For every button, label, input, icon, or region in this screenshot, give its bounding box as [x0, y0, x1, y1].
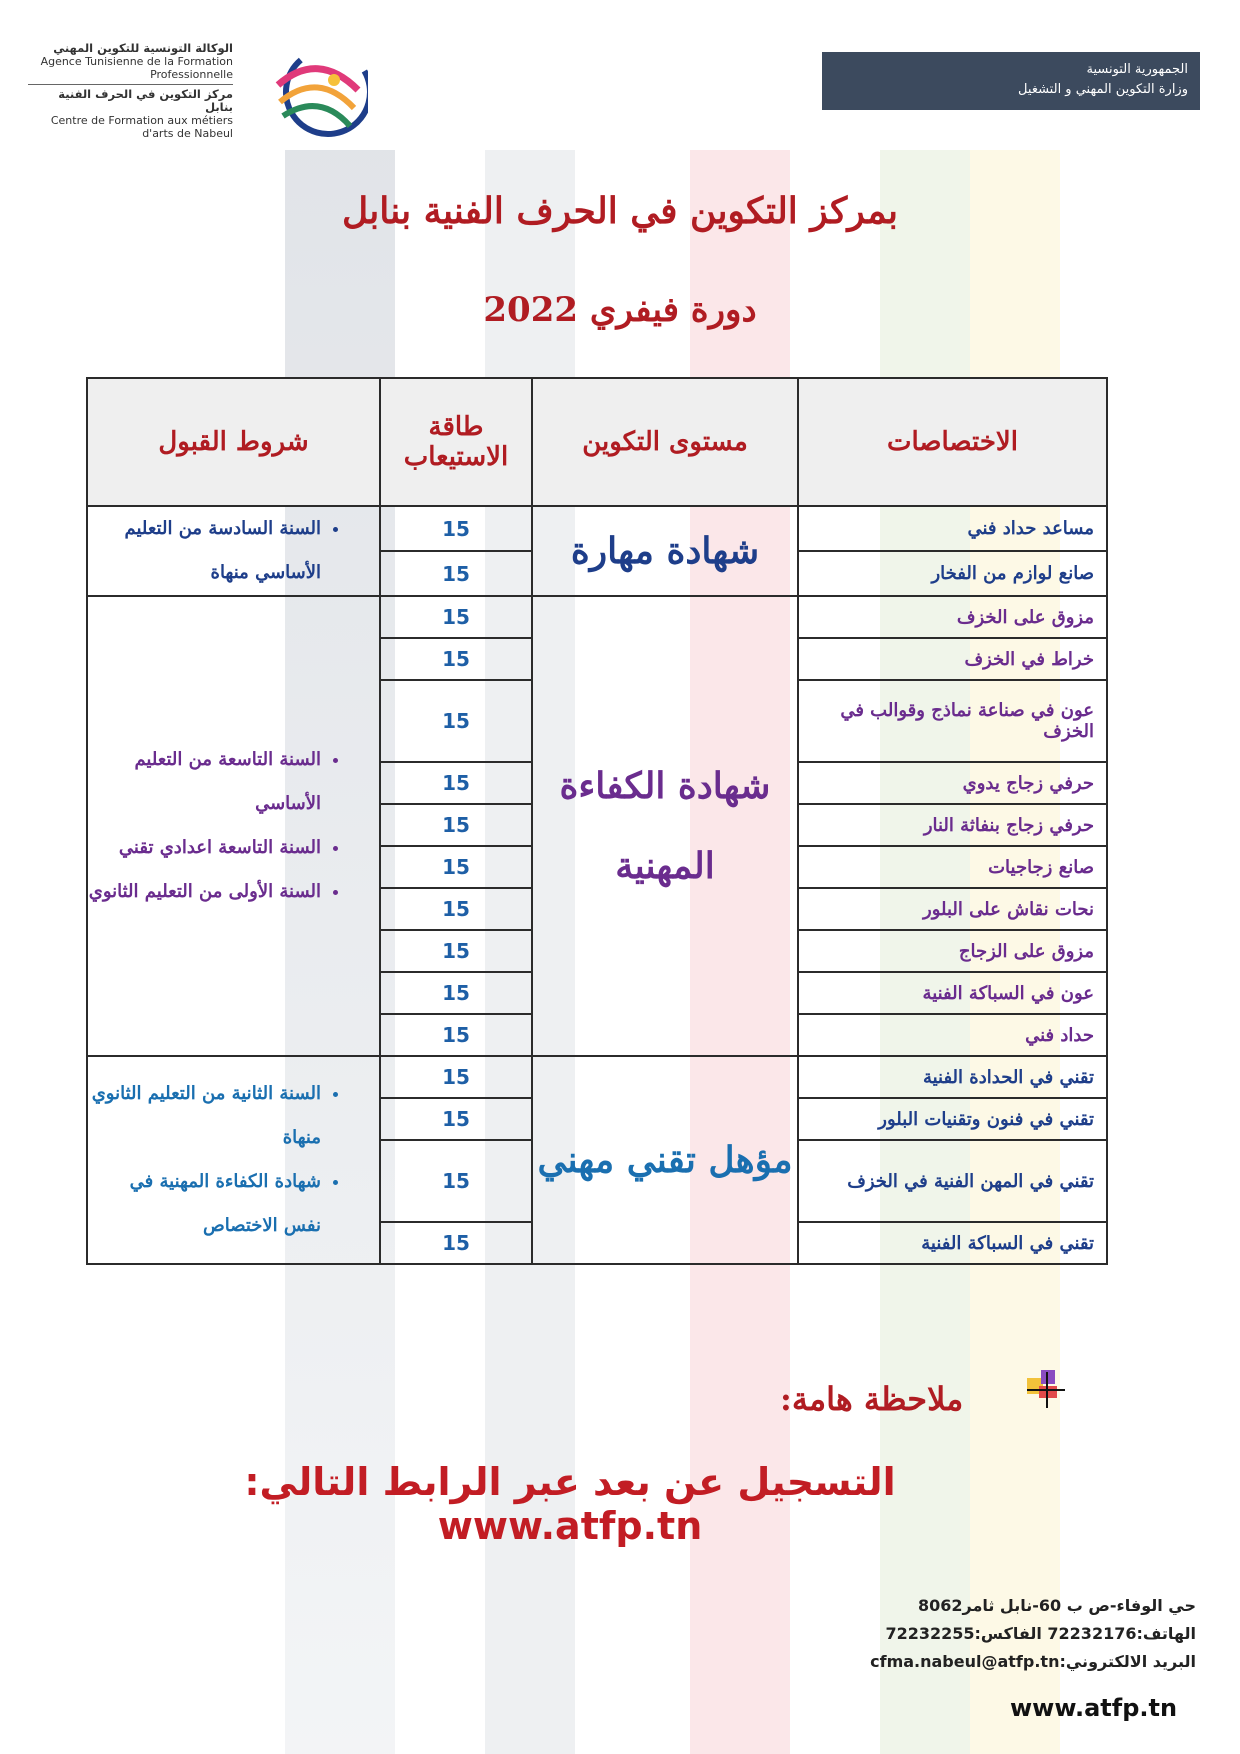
- header-conditions: شروط القبول: [87, 378, 380, 506]
- conditions-cell: [87, 596, 380, 1056]
- capacity-cell: 15: [380, 1014, 532, 1056]
- table-header-row: [87, 378, 1107, 506]
- capacity-cell: 15: [380, 972, 532, 1014]
- specialty-cell: تقني في السباكة الفنية: [798, 1222, 1107, 1264]
- capacity-cell: 15: [380, 1222, 532, 1264]
- specialty-cell: حرفي زجاج بنفاثة النار: [798, 804, 1107, 846]
- capacity-cell: 15: [380, 1140, 532, 1222]
- level-cell: مؤهل تقني مهني: [532, 1056, 798, 1264]
- table-row: [87, 506, 1107, 551]
- specialty-cell: تقني في الحدادة الفنية: [798, 1056, 1107, 1098]
- specialty-cell: تقني في فنون وتقنيات البلور: [798, 1098, 1107, 1140]
- conditions-cell: [87, 506, 380, 596]
- note-label: ملاحظة هامة:: [780, 1380, 964, 1418]
- capacity-cell: 15: [380, 551, 532, 596]
- training-table: [86, 377, 1108, 1265]
- footer-email[interactable]: البريد الالكتروني:cfma.nabeul@atfp.tn: [870, 1652, 1196, 1671]
- capacity-cell: 15: [380, 930, 532, 972]
- condition-item: • السنة التاسعة اعدادي تقني: [88, 826, 321, 870]
- conditions-list: [88, 507, 343, 595]
- registration-text: التسجيل عن بعد عبر الرابط التالي: www.atfp.tn: [244, 1460, 896, 1548]
- level-cell: شهادة الكفاءة المهنية: [532, 596, 798, 1056]
- condition-item: • السنة الثانية من التعليم الثانوي منهاة: [88, 1072, 321, 1160]
- capacity-cell: 15: [380, 680, 532, 762]
- specialty-cell: مزوق على الخزف: [798, 596, 1107, 638]
- agency-name-fr-1: Agence Tunisienne de la Formation: [40, 55, 233, 68]
- specialty-cell: صانع زجاجيات: [798, 846, 1107, 888]
- specialty-cell: نحات نقاش على البلور: [798, 888, 1107, 930]
- capacity-cell: 15: [380, 506, 532, 551]
- center-name-fr-2: d'arts de Nabeul: [142, 127, 233, 140]
- capacity-cell: 15: [380, 1056, 532, 1098]
- center-name-ar: مركز التكوين في الحرف الفنية بنابل: [58, 87, 233, 114]
- header-specialties: الاختصاصات: [798, 378, 1107, 506]
- specialty-cell: خراط في الخزف: [798, 638, 1107, 680]
- session-title: دورة فيفري 2022: [483, 290, 757, 330]
- capacity-cell: 15: [380, 1098, 532, 1140]
- condition-item: • السنة الأولى من التعليم الثانوي: [88, 870, 321, 914]
- agency-name-fr-2: Professionnelle: [150, 68, 233, 81]
- conditions-list: [88, 738, 343, 914]
- page-title: بمركز التكوين في الحرف الفنية بنابل: [341, 190, 899, 232]
- table-row: [87, 596, 1107, 638]
- specialty-cell: عون في صناعة نماذج وقوالب في الخزف: [798, 680, 1107, 762]
- footer-phone: الهاتف:72232176 الفاكس:72232255: [885, 1624, 1196, 1643]
- specialty-cell: صانع لوازم من الفخار: [798, 551, 1107, 596]
- footer-contact: [820, 1592, 1196, 1676]
- conditions-list: [88, 1072, 343, 1248]
- level-cell: شهادة مهارة: [532, 506, 798, 596]
- note-bullet-icon: [1025, 1368, 1067, 1410]
- capacity-cell: 15: [380, 638, 532, 680]
- logo-divider: [28, 84, 233, 85]
- condition-item: • السنة السادسة من التعليم الأساسي منهاة: [88, 507, 321, 595]
- table-body: [87, 506, 1107, 1264]
- table-row: [87, 1056, 1107, 1098]
- specialty-cell: حداد فني: [798, 1014, 1107, 1056]
- capacity-cell: 15: [380, 888, 532, 930]
- header-capacity: طاقة الاستيعاب: [380, 378, 532, 506]
- header-level: مستوى التكوين: [532, 378, 798, 506]
- center-name-fr-1: Centre de Formation aux métiers: [50, 114, 233, 127]
- republic-label: الجمهورية التونسية: [1086, 62, 1188, 77]
- capacity-cell: 15: [380, 846, 532, 888]
- capacity-cell: 15: [380, 762, 532, 804]
- condition-item: • السنة التاسعة من التعليم الأساسي: [88, 738, 321, 826]
- specialty-cell: عون في السباكة الفنية: [798, 972, 1107, 1014]
- specialty-cell: مزوق على الزجاج: [798, 930, 1107, 972]
- agency-logo-text: [28, 42, 233, 140]
- capacity-cell: 15: [380, 804, 532, 846]
- specialty-cell: مساعد حداد فني: [798, 506, 1107, 551]
- footer-website-link[interactable]: www.atfp.tn: [1010, 1694, 1178, 1722]
- condition-item: • شهادة الكفاءة المهنية في نفس الاختصاص: [88, 1160, 321, 1248]
- conditions-cell: [87, 1056, 380, 1264]
- footer-address: حي الوفاء-ص ب 60-نابل ثامر8062: [917, 1596, 1196, 1615]
- specialty-cell: حرفي زجاج يدوي: [798, 762, 1107, 804]
- agency-name-ar: الوكالة التونسية للتكوين المهني: [53, 41, 233, 55]
- ministry-label: وزارة التكوين المهني و التشغيل: [1018, 82, 1188, 97]
- specialty-cell: تقني في المهن الفنية في الخزف: [798, 1140, 1107, 1222]
- ministry-header: [822, 52, 1200, 110]
- capacity-cell: 15: [380, 596, 532, 638]
